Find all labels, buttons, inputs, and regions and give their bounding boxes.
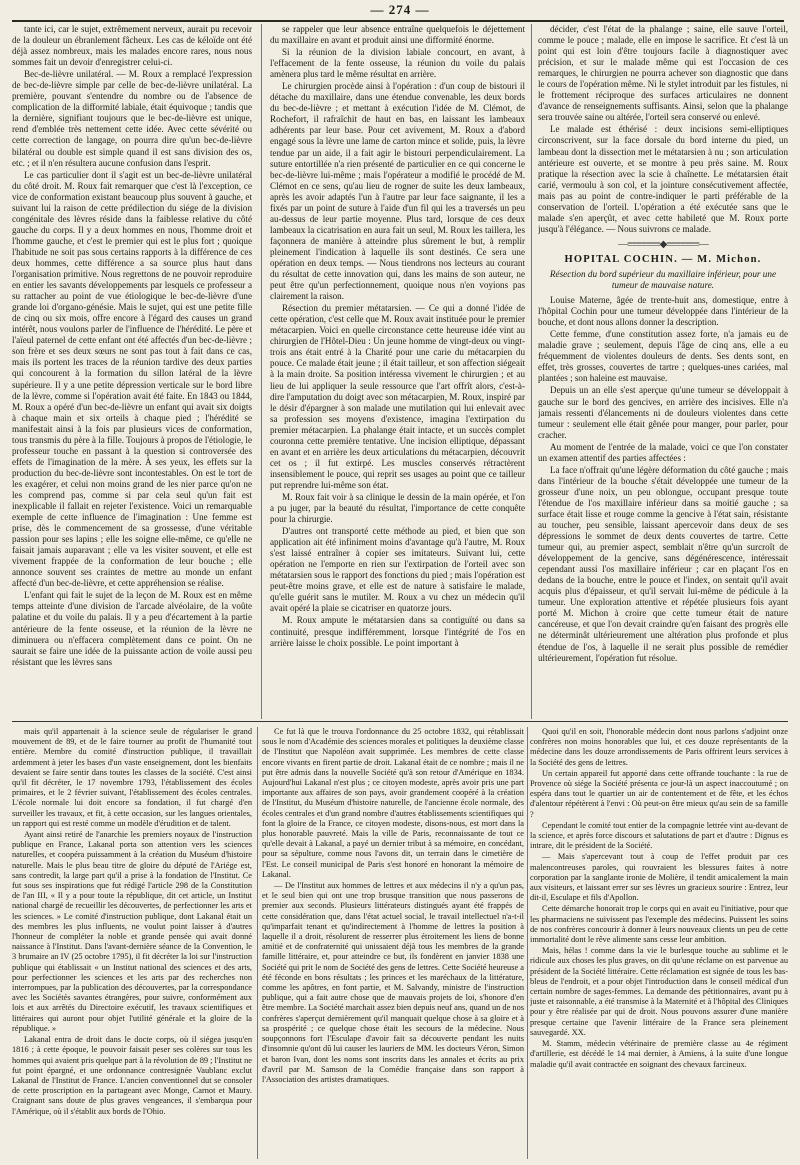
column-divider	[261, 24, 262, 719]
column-divider	[527, 727, 528, 1159]
paragraph: D'autres ont transporté cette méthode au pied, et bien que son application ait été infiniment moins d'avantage qu'à l'autre, M. Roux s'est laissé entraîner à copier ses imitateurs. Suivant lui, cette opération ne l'emporte en rien sur l'extirpation de l'orteil avec son métatarsien sous le rapport des fonctions du pied ; mais l'opération est peut-être moins grave, et elle est de nature à satisfaire le malade, qu'elle guérit sans le mutiler. M. Roux a vu chez un médecin qu'il avait opéré la plaie se cicatriser en quatorze jours.	[270, 526, 525, 614]
paragraph: — De l'Institut aux hommes de lettres et aux médecins il n'y a qu'un pas, et le seul bien qui ont une trop brusque transition que nous passerons de premier aux seconds. Plusieurs littérateurs distingués ayant été frappés de cette considération que, dans l'état actuel social, le travail intellectuel n'a-t-il qu'imparfait tenant et qu'indirectement à l'homme de lettres la position à laquelle il a droit, résolurent de resserrer plus étroitement les liens de bonne amitié et de confraternité qui unissaient déjà tous les membres de la grande famille littéraire, et, pour atteindre ce but, ils fondèrent en janvier 1838 une Société qui prit le nom de Société des gens de lettres. Cette Société heureuse a été féconde en bons résultats ; les princes et les maréchaux de la littérature, comme les apôtres, en font partie, et M. Salvandy, ministre de l'instruction publique, qui a fait autre chose que de mauvais projets de loi, s'honore d'en être membre. La Société marchait assez bien depuis neuf ans, quand un de nos confrères s'aperçut dernièrement qu'il manquait quelque chose à sa gloire et à sa prospérité ; ce quelque chose était les secours de la médecine. Nous soupçonnons fort l'Esculape d'avoir fait sa découverte pendant les nuits d'insomnie qu'ont dû lui causer les lauriers de MM. les docteurs Véron, Simon et baron Ivan, dont les noms sont inscrits dans les annales et écrits au prix d'avril par M. Samson de la Comédie française dans son rapport à l'Association des artistes dramatiques.	[262, 881, 524, 1084]
paragraph: M. Roux ampute le métatarsien dans sa contiguïté ou dans sa continuité, presque indifféremment, lorsque l'intégrité de l'os en arrière laisse le choix possible. Le point important à	[270, 615, 525, 648]
section-subtitle: Résection du bord supérieur du maxillaire inférieur, pour une tumeur de mauvaise nature.	[549, 268, 777, 291]
paragraph: Au moment de l'entrée de la malade, voici ce que l'on constater un examen attentif des parties affectées :	[538, 441, 788, 463]
section-ornament: —≡≡≡≡≡≡≡◆≡≡≡≡≡≡≡—	[618, 238, 708, 250]
column-divider	[257, 727, 258, 1159]
top-column-3	[538, 24, 788, 719]
paragraph: tante ici, car le sujet, extrêmement nerveux, aurait pu recevoir de la douleur un ébranlement fâcheux. Les cas de kéloïde ont été déjà assez nombreux, mais les malades encore rares, nous nous sommes fait un devoir d'enregistrer celui-ci.	[12, 24, 252, 68]
top-column-1	[12, 24, 252, 719]
paragraph: Lakanal entra de droit dans le docte corps, où il siégea jusqu'en 1816 ; à cette époque, le pouvoir faisait peser ses colères sur tous les hommes qui avaient pris quelque part à la révolution de 89 ; l'Institut ne fut point épargné, et une ordonnance contresignée Vaublanc exclut Lakanal de l'Institut de France. L'ancien conventionnel dut se consoler de cette proscription en la partageant avec Monge, Carnot et Maury. Craignant sans doute de plus graves vengeances, il s'embarqua pour l'Amérique, où il s'établit aux bords de l'Ohio.	[12, 1035, 252, 1116]
paragraph: Louise Materne, âgée de trente-huit ans, domestique, entre à l'hôpital Cochin pour une tumeur développée dans l'intérieur de la bouche, et dont nous allons donner la description.	[538, 295, 788, 328]
bottom-column-1	[12, 727, 252, 1159]
column-divider	[531, 24, 532, 719]
paragraph: Depuis un an elle s'est aperçue qu'une tumeur se développait à gauche sur le bord des gencives, en arrière des incisives. Elle n'a jamais ressenti d'élancements ni de douleurs violentes dans cette tumeur : seulement elle était gênée pour manger, pour parler, pour cracher.	[538, 385, 788, 440]
paragraph: Le chirurgien procède ainsi à l'opération : d'un coup de bistouri il détache du maxillaire, dans une étendue convenable, les deux bords du bec-de-lièvre ; et mettant à exécution l'idée de M. Clémot, de Rochefort, il rafraîchit de haut en bas, en laissant les lambeaux adhérents par leur base. Pour cet avivement, M. Roux a d'abord engagé sous la lèvre une lame de carton mince et solide, puis, la lèvre tendue par un aide, il a fait agir le bistouri perpendiculairement. La suture entortillée n'a rien présenté de particulier en ce qui concerne le bec-de-lièvre lui-même ; mais l'opérateur a modifié le procédé de M. Clémot en ce sens, qu'au lieu de rogner de suite les deux lambeaux, après les avoir adaptés l'un à l'autre par leur face saignante, il les a fixés par un point de suture à l'aide d'un fil qui les a traversés un peu au-dessus de leur partie moyenne. Plus tard, lorsque de ces deux lambeaux la cicatrisation en aura fait un seul, M. Roux les taillera, les façonnera de manière à atteindre plus sûrement le but, à remplir pleinement l'indication à laquelle ils sont destinés. Ce sera une opération en deux temps. — Nous tiendrons nos lecteurs au courant du résultat de cette innovation qui, dans les mains de son auteur, ne peut être qu'un perfectionnement, quoique nous n'en voyions pas clairement la raison.	[270, 81, 525, 302]
paragraph: La face n'offrait qu'une légère déformation du côté gauche ; mais dans l'intérieur de la bouche s'était développée une tumeur de la grosseur d'une noix, un peu oblongue, occupant presque toute l'étendue de l'os maxillaire inférieur dans sa moitié gauche ; sa surface était lisse et rouge comme la gencive à l'état sain, résistante au toucher, peu sensible, laissant apercevoir dans deux de ses dépressions le sommet de deux dents couvertes de tartre. Cette tumeur qui, au premier aspect, semblait n'être qu'un surcroît de développement de la gencive, sans dégénérescence, intéressait cependant aussi l'os maxillaire inférieur ; car en plaçant l'os en dedans de la bouche, entre le pouce et l'index, on sentait qu'il avait acquis plus d'épaisseur, et qu'il servait lui-même de pédicule à la tumeur. Une exploration attentive et répétée plusieurs fois ayant porté M. Michon à croire que cette tumeur était de nature cancéreuse, et que l'on devait craindre qu'en faisant des progrès elle ne déterminât ultérieurement une altération plus profonde et plus étendue de l'os, à laquelle il ne serait plus possible de remédier ultérieurement, l'opération fut résolue.	[538, 464, 788, 663]
paragraph: Bec-de-lièvre unilatéral. — M. Roux a remplacé l'expression de bec-de-lièvre simple par celle de bec-de-lièvre unilatéral. La première, pouvant s'entendre du nombre ou de l'absence de complication de la difformité labiale, était équivoque ; tandis que la dernière, signifiant toujours que le bec-de-lièvre est unique, rend d'emblée très nettement cette idée. Avec cette sévérité ou cette correction de langage, on pourra dire qu'un bec-de-lièvre bilatéral ou double est simple quand il est sans division des os, etc. ; et il n'en résultera aucune confusion dans l'esprit.	[12, 69, 252, 168]
paragraph: Mais, hélas ! comme dans la vie le burlesque touche au sublime et le ridicule aux choses les plus graves, on dit qu'une réclame on est parvenue au président de la Société littéraire. Cette réclamation est signée de tous les bas-bleus de l'endroit, et a pour objet l'introduction dans le conseil médical d'un certain nombre de sages-femmes. La demande des pétitionnaires, avant pu à juste et raisonnable, a été transmise à la Maternité et à l'hôpital des Cliniques pour y être réalisée par qui de droit. Nous pouvons assurer d'une manière presque certaine que l'avenir littéraire de la France sera pleinement sauvegardé. XX.	[530, 946, 788, 1037]
paragraph: Cette femme, d'une constitution assez forte, n'a jamais eu de maladie grave ; seulement, depuis l'âge de cinq ans, elle a eu fréquemment de violentes douleurs de dents. Ses dents sont, en effet, très grosses, couvertes de tartre ; quelques-unes cariées, mal plantées ; son haleine est mauvaise.	[538, 329, 788, 384]
header-rule	[12, 20, 784, 22]
paragraph: Cependant le comité tout entier de la compagnie lettrée vint au-devant de la science, et après force discours et salutations de part et d'autre : Dignus es intrare, dit le président de la Société.	[530, 820, 788, 851]
section-title: HOPITAL COCHIN. — M. Michon.	[564, 253, 762, 265]
paragraph: Un certain appareil fut apporté dans cette offrande touchante : la rue de Provence où siége la Société présenta ce jour-là un aspect inaccoutumé ; on espéra dans tout le quartier un air de contentement et de fête, et les échos d'alentour répétèrent à l'envi : Où peut-on être mieux qu'au sein de sa famille ?	[530, 768, 788, 819]
paragraph: mais qu'il appartenait à la science seule de régulariser le grand mouvement de 89, et de le faire tourner au profit de l'humanité tout entière. Membre du comité d'instruction publique, il travaillait ardemment à jeter les bases d'un vaste enseignement, dont les bienfaits devaient se faire sentir dans toutes les classes de la société. C'est ainsi qu'il fit décréter, le 17 novembre 1793, l'établissement des écoles primaires, et le 2 février suivant, l'établissement des écoles centrales. L'école normale lui doit encore sa fondation, il fut chargé d'en surveiller les travaux, et fit, à cette occasion, sur les langues orientales, un rapport qui est resté comme un modèle d'érudition et de talent.	[12, 727, 252, 828]
paragraph: Cette démarche honorait trop le corps qui en avait eu l'initiative, pour que les pharmaciens ne suivissent pas l'exemple des médecins. Puissent les soins de nos confrères concourir à donner à leurs nouveaux clients un peu de cette immortalité dont le rêve alimente sans cesse leur ambition.	[530, 904, 788, 945]
paragraph: Ayant ainsi retiré de l'anarchie les premiers noyaux de l'instruction publique en France, Lakanal porta son attention vers les sciences naturelles, et coopéra puissamment à la création du Muséum d'histoire naturelle. Mais le plus beau titre de gloire du député de l'Ariége est, sans contredit, la large part qu'il a prise à la fondation de l'Institut. Ce fut sous ses inspirations que fut rédigé l'article 298 de la Constitution de l'an III, « Il y a pour toute la république, dit cet article, un Institut national chargé de recueillir les découvertes, de perfectionner les arts et les sciences. » Le comité d'instruction publique, dont Lakanal était un des membres les plus influents, ne voulut point laisser à d'autres l'honneur de compléter la noble et grande pensée qui avait donné naissance à l'Institut. Dans l'avant-dernière séance de la Convention, le 3 brumaire an IV (25 octobre 1795), il fit décréter la loi sur l'instruction publique qui établissait « un Institut national des sciences et des arts, pour perfectionner les sciences et les arts par des recherches non interrompues, par la publication des découvertes, par la correspondance avec les Sociétés savantes étrangères, pour suivre, conformément aux lois et aux arrêtés du Directoire exécutif, les travaux scientifiques et littéraires qui auront pour objet l'utilité générale et la gloire de la république. »	[12, 830, 252, 1033]
paragraph: M. Roux fait voir à sa clinique le dessin de la main opérée, et l'on a pu juger, par la beauté du résultat, l'importance de cette conquête pour la chirurgie.	[270, 491, 525, 525]
bottom-column-2	[262, 727, 524, 1159]
paragraph: se rappeler que leur absence entraîne quelquefois le déjettement du maxillaire en avant et produit ainsi une difformité énorme.	[270, 24, 525, 46]
bottom-column-3	[530, 727, 788, 1159]
paragraph: Résection du premier métatarsien. — Ce qui a donné l'idée de cette opération, c'est celle que M. Roux avait instituée pour le premier métacarpien. Voici en quelle circonstance cette heureuse idée vint au chirurgien de l'Hôtel-Dieu : Un jeune homme de vingt-deux ou vingt-trois ans était entré à la Charité pour une carie du métacarpien du pouce. Ce malade était jeune ; il était tailleur, et son affection siégeait à la main droite. Sa position intéressa vivement le chirurgien ; et au lieu de lui appliquer la seule ressource que l'art offrît alors, c'est-à-dire l'amputation du doigt avec son métacarpien, M. Roux, inspiré par le désir d'épargner à son malade une mutilation qui lui enlevait avec sa profession ses moyens d'existence, imagina l'extirpation du premier métacarpien. La phalange était intacte, et un succès complet couronna cette première tentative. Une incision elliptique, dépassant en avant et en arrière les deux articulations du métacarpien, découvrit cet os ; il fut extirpé. Les muscles conservés rétractèrent insensiblement le pouce, qui reprit ses usages au point que ce tailleur put reprendre lui-même son état.	[270, 303, 525, 490]
paragraph: Le cas particulier dont il s'agit est un bec-de-lièvre unilatéral du côté droit. M. Roux fait remarquer que c'est là l'exception, ce vice de conformation existant beaucoup plus souvent à gauche, et suivant lui la raison de cette prédilection du siége de la division congénitale des lèvres réside dans la faiblesse relative du côté gauche du corps. Il y a deux hommes en nous, l'homme droit et l'homme gauche, et c'est le premier qui est le plus fort ; quoique l'habitude ne soit pas sous certains rapports à la différence de ces deux hommes, cette différence a sa source plus haut dans l'organisation primitive. Nous regrettons de ne pouvoir reproduire en entier les savants développements par lesquels ce professeur a su rattacher au point de vue étiologique le bec-de-lièvre d'une grande loi d'organo-génésie. Mais le sujet, qui est une petite fille de cinq ou six mois, offre encore à l'égard des causes un grand intérêt, nous voulons parler de l'influence de l'hérédité. Le père et l'aïeul paternel de cette enfant ont été affectés d'un bec-de-lièvre ; son frère et ses deux sœurs ne sont pas tout à fait dans ce cas, mais ils portent les traces de la réunion tardive des deux parties qui concourent à la formation du sillon latéral de la lèvre supérieure. Il y a une petite dépression verticale sur le bord libre de la lèvre, comme si l'opération avait été faite. En 1843 ou 1844, M. Roux a opéré d'un bec-de-lièvre un enfant qui avait six doigts à chaque main et six orteils à chaque pied ; l'hérédité se manifestait ainsi à la fois par plusieurs vices de conformation, tous transmis du père à la fille. Toujours à propos de l'étiologie, le professeur touche en passant à la question si controversée des effets de l'imagination de la mère. À ses yeux, les effets sur la production du bec-de-lièvre sont incontestables. On est le tort de les exagérer, et celui non moins grand de les nier parce qu'on ne les comprend pas, comme si par cela seul qu'un fait est inexplicable il fallait en rejeter l'existence. Voici un remarquable exemple de cette influence de l'imagination : Une femme est prise, dès le commencement de sa grossesse, d'une véritable passion pour ses lapins ; elle les soigne elle-même, ce qu'elle ne faisait jamais auparavant ; elle va les visiter souvent, et elle est vivement frappée de la conformation de leur bouche ; elle annonce souvent ses craintes de mettre au monde un enfant affecté d'un bec-de-lièvre, et cette appréhension se réalise.	[12, 169, 252, 589]
paragraph: décider, c'est l'état de la phalange ; saine, elle sauve l'orteil, comme le pouce ; malade, elle en impose le sacrifice. Et c'est là un point qui est loin d'être toujours facile à diagnostiquer avec précision, et sur le malade même qui est l'occasion de ces remarques, le chirurgien ne pourra achever son diagnostic que dans le cours de l'opération même. Ni le stylet introduit par les fistules, ni le frottement réciproque des surfaces articulaires ne donnent d'avance de renseignements suffisants. Ainsi, selon que la phalange sera trouvée saine ou altérée, l'orteil sera conservé ou enlevé.	[538, 24, 788, 123]
paragraph: — Mais s'apercevant tout à coup de l'effet produit par ces malencontreuses paroles, qui rouvraient les blessures faites à notre corporation par la sanglante ironie de Molière, il tendit amicalement la main aux visiteurs, et laissant errer sur ses lèvres un gracieux sourire : Entrez, leur dit-il, Esculape et fils d'Apollon.	[530, 852, 788, 903]
paragraph: Ce fut là que le trouva l'ordonnance du 25 octobre 1832, qui rétablissait sous le nom d'Académie des sciences morales et politiques la deuxième classe de l'Institut que Napoléon avait supprimée. Les membres de cette classe encore vivants en firent partie de droit. Lakanal était de ce nombre ; mais il ne put être admis dans la nouvelle Société qu'à son retour d'Amérique en 1834. Aujourd'hui Lakanal n'est plus ; ce citoyen modeste, après avoir pris une part importante aux affaires de son pays, avoir grandement coopéré à la création de l'Institut, du Muséum d'histoire naturelle, de l'ancienne école normale, des écoles centrales et d'un grand nombre d'autres établissements scientifiques qui font la gloire de la France, ce citoyen modeste, disons-nous, est mort dans la plus honorable pauvreté. Mais la ville de Paris, reconnaissante de tout ce qu'elle devait à Lakanal, a payé un dernier tribut à sa mémoire, en concédant, pour sa sépulture, comme nous l'avons dit, un terrain dans le cimetière de l'Est. Le conseil municipal de Paris s'est honoré en honorant la mémoire de Lakanal.	[262, 727, 524, 879]
paragraph: L'enfant qui fait le sujet de la leçon de M. Roux est en même temps atteinte d'une division de l'arcade alvéolaire, de la voûte palatine et du voile du palais. Il y a peu d'écartement à la partie antérieure de la fente osseuse, et la réunion de la lèvre ne diminuera ou n'effacera complètement dans ce point. On ne saurait se faire une idée de la puissante action de voile aussi peu résistant que les lèvres sans	[12, 590, 252, 667]
top-column-2	[270, 24, 525, 719]
paragraph: Si la réunion de la division labiale concourt, en avant, à l'effacement de la fente osseuse, la réunion du voile du palais amènera plus tard le même résultat en arrière.	[270, 47, 525, 80]
paragraph: Le malade est éthérisé : deux incisions semi-elliptiques circonscrivent, sur la face dorsale du bord interne du pied, un lambeau dont la dissection met le métatarsien à nu ; son articulation antérieure est ouverte, et se montre à peu près saine. M. Roux pratique la résection avec la scie à chaînette. Le métatarsien était carié, vermoulu à son col, et la jointure consécutivement affectée, mais pas au point de contre-indiquer le parti préférable de la conservation de l'orteil. L'opération a été exécutée sans que le malade s'en aperçût, et avec cette habileté que M. Roux porte jusqu'à l'élégance. — Nous suivrons ce malade.	[538, 124, 788, 234]
horizontal-divider	[12, 721, 788, 722]
paragraph: M. Stamm, médecin vétérinaire de première classe au 4e régiment d'artillerie, est décédé le 14 mai dernier, à Amiens, à la suite d'une longue maladie qu'il avait contractée en soignant des chevaux farcineux.	[530, 1039, 788, 1069]
page-number: — 274 —	[370, 2, 430, 17]
paragraph: Quoi qu'il en soit, l'honorable médecin dont nous parlons s'adjoint onze confrères non moins honorables que lui, et ces douze représentants de la médecine dans les douze arrondissements de Paris offrirent leurs services à la Société des gens de lettres.	[530, 727, 788, 767]
